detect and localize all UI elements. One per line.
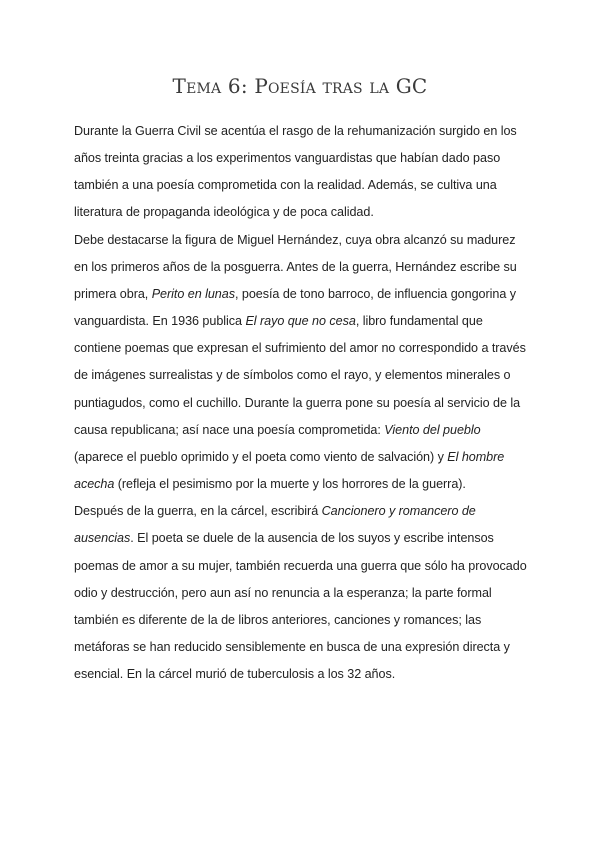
paragraph-intro [74, 118, 530, 227]
paragraph-text: (refleja el pesimismo por la muerte y los horrores de la guerra). [114, 477, 466, 492]
paragraph-text: Durante la Guerra Civil se acentúa el rasgo de la rehumanización surgido en los años treinta gracias a los experimentos vanguardistas que habían dado paso también a una poesía comprometida con la realidad. Además, se cultiva una literatura de propaganda ideológica y de poca calidad. [74, 124, 517, 220]
page-title: Tema 6: Poesía tras la GC [172, 74, 428, 98]
paragraph-text: . El poeta se duele de la ausencia de los suyos y escribe intensos poemas de amor a su mujer, también recuerda una guerra que sólo ha provocado odio y destrucción, pero aun así no renuncia a la esperanza; la parte formal también es diferente de la de libros anteriores, canciones y romances; las metáforas se han reducido sensiblemente en busca de una expresión directa y esencial. En la cárcel murió de tuberculosis a los 32 años. [74, 531, 527, 682]
paragraph-posguerra [74, 498, 530, 688]
paragraph-text: (aparece el pueblo oprimido y el poeta como viento de salvación) y [74, 449, 448, 464]
paragraph-text: Debe destacarse la figura de Miguel Hernández, cuya obra alcanzó su madurez en los primeros años de la posguerra. Antes de la guerra, Hernández escribe su primera obra, [74, 232, 517, 301]
book-title-cancionero: Cancionero y romancero de ausencias [74, 504, 476, 546]
book-title-el-rayo-que-no-cesa: El rayo que no cesa [245, 314, 356, 329]
paragraph-miguel-hernandez [74, 227, 530, 499]
book-title-viento-del-pueblo: Viento del pueblo [384, 422, 481, 437]
paragraph-text: , poesía de tono barroco, de influencia gongorina y vanguardista. En 1936 publica [74, 286, 516, 329]
book-title-el-hombre-acecha: El hombre acecha [74, 449, 505, 492]
book-title-perito-en-lunas: Perito en lunas [151, 286, 235, 301]
paragraph-text: , libro fundamental que contiene poemas que expresan el sufrimiento del amor no correspondido a través de imágenes surrealistas y de símbolos como el rayo, y elementos minerales o puntiagudos, como el cuchillo. Durante la guerra pone su poesía al servicio de la causa republicana; así nace una poesía comprometida: [74, 314, 526, 437]
paragraph-text: Después de la guerra, en la cárcel, escribirá [74, 504, 322, 519]
document-body [74, 118, 530, 688]
